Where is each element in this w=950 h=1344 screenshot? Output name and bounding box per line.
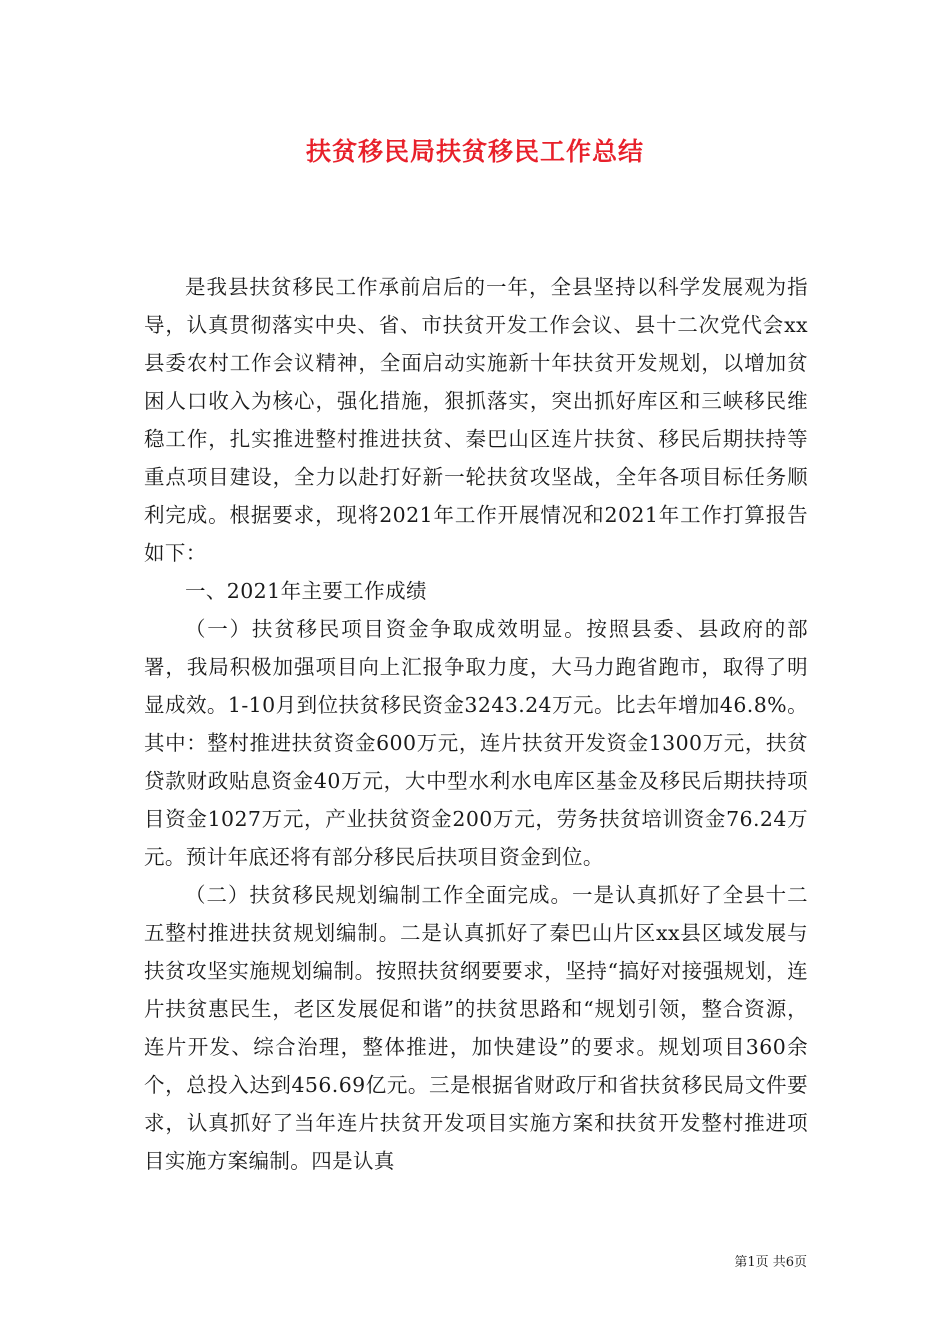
paragraph-funding: （一）扶贫移民项目资金争取成效明显。按照县委、县政府的部署，我局积极加强项目向上汇报争取力度，大马力跑省跑市，取得了明显成效。1-10月到位扶贫移民资金3243.24万元。比去年增加46.8%。其中：整村推进扶贫资金600万元，连片扶贫开发资金1300万元，扶贫贷款财政贴息资金40万元，大中型水利水电库区基金及移民后期扶持项目资金1027万元，产业扶贫资金200万元，劳务扶贫培训资金76.24万元。预计年底还将有部分移民后扶项目资金到位。 (144, 617, 808, 869)
paragraph-intro: 是我县扶贫移民工作承前启后的一年，全县坚持以科学发展观为指导，认真贯彻落实中央、省、市扶贫开发工作会议、县十二次党代会xx县委农村工作会议精神，全面启动实施新十年扶贫开发规划，以增加贫困人口收入为核心，强化措施，狠抓落实，突出抓好库区和三峡移民维稳工作，扎实推进整村推进扶贫、秦巴山区连片扶贫、移民后期扶持等重点项目建设，全力以赴打好新一轮扶贫攻坚战，全年各项目标任务顺利完成。根据要求，现将2021年工作开展情况和2021年工作打算报告如下： (144, 275, 808, 565)
document-title: 扶贫移民局扶贫移民工作总结 (305, 137, 644, 166)
section-heading: 一、2021年主要工作成绩 (185, 579, 427, 603)
page-number: 第1页 共6页 (734, 1255, 807, 1270)
paragraph-planning: （二）扶贫移民规划编制工作全面完成。一是认真抓好了全县十二五整村推进扶贫规划编制。二是认真抓好了秦巴山片区xx县区域发展与扶贫攻坚实施规划编制。按照扶贫纲要要求，坚持“搞好对接强规划，连片扶贫惠民生，老区发展促和谐”的扶贫思路和“规划引领，整合资源，连片开发、综合治理，整体推进，加快建设”的要求。规划项目360余个，总投入达到456.69亿元。三是根据省财政厅和省扶贫移民局文件要求，认真抓好了当年连片扶贫开发项目实施方案和扶贫开发整村推进项目实施方案编制。四是认真 (144, 883, 808, 1173)
document-body (144, 268, 808, 1180)
